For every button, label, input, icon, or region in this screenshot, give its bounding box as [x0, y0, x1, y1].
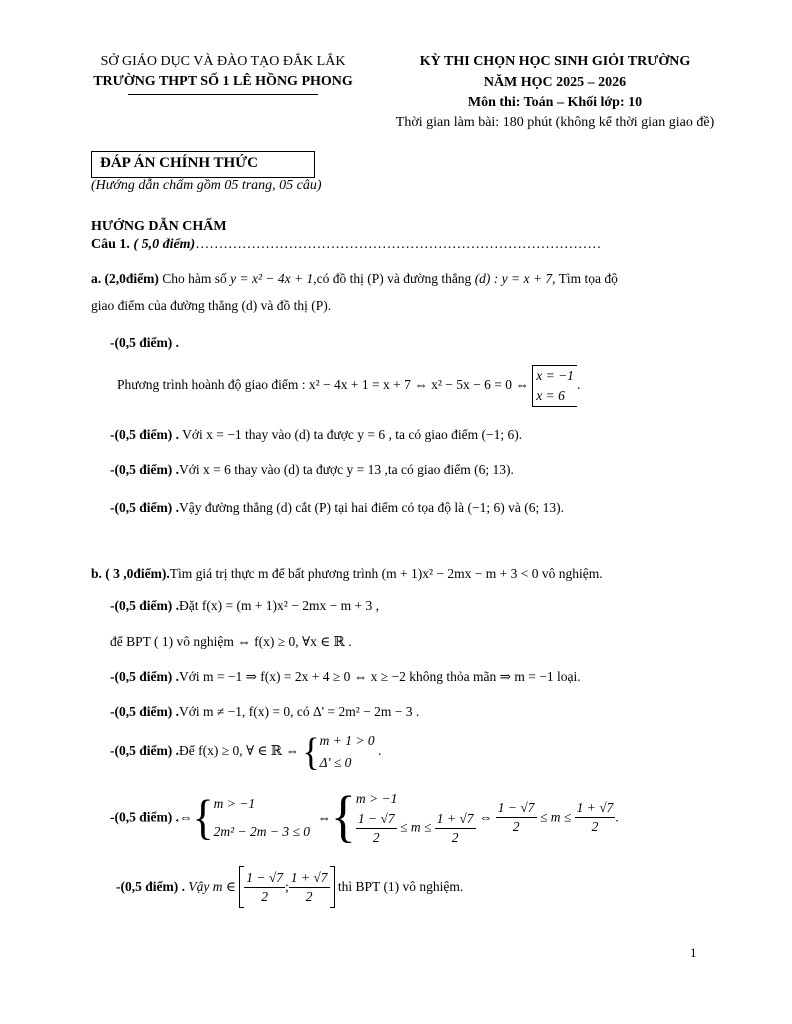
step-b-0-score: -(0,5 điểm) . [110, 598, 179, 613]
step-a-1-text: Phương trình hoành độ giao điểm : x² − 4x + 1 = x + 7 ⇔ x² − 5x − 6 = 0 ⇔ [117, 377, 529, 393]
step-a-1: Phương trình hoành độ giao điểm : x² − 4x + 1 = x + 7 ⇔ x² − 5x − 6 = 0 ⇔ x = −1 x = 6 . [117, 365, 580, 407]
frac-plus [435, 810, 476, 847]
header-school-year: NĂM HỌC 2025 – 2026 [483, 75, 627, 90]
frac-plus-2 [575, 799, 616, 836]
frac-plus-den: 2 [451, 830, 459, 845]
step-b-5: -(0,5 điểm) .⇔{ m > −1 2m² − 2m − 3 ≤ 0 ⇔{ m > −1 $\frac{1 - √7}{2}$ ≤ m ≤ $\frac{1 + √7}{2}$ ⇔ $\frac{1 - √7}{2}$ ≤ m ≤ $\frac{1 + √7}{2}$ . [110, 785, 619, 849]
system-a-line2: 2m² − 2m − 3 ≤ 0 [213, 823, 311, 839]
header-exam-title: KỲ THI CHỌN HỌC SINH GIỎI TRƯỜNG [419, 54, 691, 69]
system-brace-a: { [192, 790, 214, 844]
step-a-3-score: -(0,5 điểm) . [110, 462, 179, 477]
frac-minus-den: 2 [372, 830, 380, 845]
step-a-1-roots [532, 365, 577, 407]
step-b-3-text: Với m ≠ −1, f(x) = 0, có Δ' = 2m² − 2m − 3 . [178, 704, 420, 719]
frac-minus [356, 810, 397, 847]
step-b-4: -(0,5 điểm) .Để f(x) ≥ 0, ∀ ∈ ℝ ⇔ { m + 1 > 0 Δ' ≤ 0 . [110, 730, 382, 774]
question-label: Câu 1. [91, 237, 130, 252]
step-b-2 [110, 669, 581, 685]
part-a-line1 [91, 271, 618, 287]
part-a-function: y = x² − 4x + 1 [230, 271, 314, 286]
part-a-text3: , Tìm tọa độ [552, 271, 618, 286]
official-answer-label: ĐÁP ÁN CHÍNH THỨC [100, 155, 258, 171]
system-1 [320, 730, 375, 774]
system-b: m > −1 $\frac{1 - √7}{2}$ ≤ m ≤ $\frac{1 + √7}{2}$ [356, 788, 476, 847]
interval-high-den: 2 [305, 888, 313, 904]
part-b-line [91, 566, 603, 582]
part-a-text1: Cho hàm số [158, 271, 231, 286]
part-a-label: a. (2,0điểm) [91, 271, 159, 286]
step-b-6-tail: thì BPT (1) vô nghiệm. [334, 879, 464, 894]
frac-minus-2 [496, 799, 537, 836]
step-b-1-text: để BPT ( 1) vô nghiệm ⇔ f(x) ≥ 0, ∀x ∈ ℝ . [110, 634, 352, 649]
frac-minus-2-num: 1 − √7 [496, 799, 537, 818]
part-a-text2: ,có đồ thị (P) và đường thẳng [313, 271, 475, 286]
step-b-6-score: -(0,5 điểm) . [116, 879, 185, 894]
interval-low [244, 869, 285, 906]
step-b-0 [110, 598, 379, 614]
frac-minus-2-den: 2 [512, 819, 520, 834]
step-a-0-score: -(0,5 điểm) . [110, 335, 179, 350]
step-a-3-text: Với x = 6 thay vào (d) ta được y = 13 ,ta có giao điểm (6; 13). [178, 462, 514, 477]
system-b-line1: m > −1 [355, 791, 398, 806]
system-1-line1: m + 1 > 0 [319, 733, 375, 748]
frac-plus-2-den: 2 [591, 819, 599, 834]
question-1-heading [91, 237, 601, 253]
root-1: x = −1 [536, 368, 574, 383]
interval-high-num: 1 + √7 [289, 869, 330, 888]
part-a-line-eq: (d) : y = x + 7 [474, 271, 553, 286]
step-b-6-text: Vậy m ∈ [184, 879, 236, 894]
step-a-4-text: Vậy đường thẳng (d) cắt (P) tại hai điểm có tọa độ là (−1; 6) và (6; 13). [178, 500, 564, 515]
header-school: TRƯỜNG THPT SỐ 1 LÊ HỒNG PHONG [93, 74, 353, 89]
system-brace: { [302, 730, 320, 774]
step-a-2 [110, 427, 522, 443]
system-1-line2: Δ' ≤ 0 [319, 755, 352, 770]
interval-low-den: 2 [261, 888, 268, 904]
step-a-3 [110, 462, 514, 478]
step-a-4-score: -(0,5 điểm) . [110, 500, 179, 515]
step-a-4 [110, 500, 564, 516]
root-2: x = 6 [536, 388, 565, 403]
step-b-2-text: Với m = −1 ⇒ f(x) = 2x + 4 ≥ 0 ⇔ x ≥ −2 không thỏa mãn ⇒ m = −1 loại. [178, 669, 581, 684]
header-subject: Môn thi: Toán – Khối lớp: 10 [467, 95, 643, 110]
step-b-0-text: Đặt f(x) = (m + 1)x² − 2mx − m + 3 , [178, 598, 379, 613]
frac-plus-2-num: 1 + √7 [575, 799, 616, 818]
system-a [214, 793, 310, 843]
question-points: ( 5,0 điểm) [129, 237, 196, 252]
part-b-label: b. ( 3 ,0điểm). [91, 566, 170, 581]
step-b-6: -(0,5 điểm) . Vậy m ∈ $\frac{1 - √7}{2}$ ; $\frac{1 + √7}{2}$ thì BPT (1) vô nghiệm. [116, 866, 463, 908]
interval-high [289, 869, 330, 906]
header-duration: Thời gian làm bài: 180 phút (không kể thời gian giao đề) [395, 115, 715, 130]
system-brace-b: { [330, 785, 356, 849]
interval-low-num: 1 − √7 [244, 869, 285, 888]
part-a-line2: giao điểm của đường thẳng (d) và đồ thị (P). [91, 298, 332, 313]
step-b-1 [110, 634, 352, 650]
step-b-5-score: -(0,5 điểm) . [110, 809, 179, 825]
grading-note: (Hướng dẫn chấm gồm 05 trang, 05 câu) [91, 178, 322, 193]
question-dots: …………………………………………………………………………… [195, 237, 602, 252]
header-divider [128, 94, 318, 95]
part-b-text: Tìm giá trị thực m để bất phương trình (m + 1)x² − 2mx − m + 3 < 0 vô nghiệm. [169, 566, 603, 581]
step-a-2-text: Với x = −1 thay vào (d) ta được y = 6 , ta có giao điểm (−1; 6). [178, 427, 523, 442]
step-b-4-score: -(0,5 điểm) . [110, 743, 179, 759]
step-b-3 [110, 704, 419, 720]
frac-plus-num: 1 + √7 [435, 810, 476, 829]
step-b-2-score: -(0,5 điểm) . [110, 669, 179, 684]
page-number: 1 [690, 945, 697, 960]
header-ministry: SỞ GIÁO DỤC VÀ ĐÀO TẠO ĐẮK LẮK [100, 54, 346, 69]
step-a-0 [110, 335, 179, 351]
system-a-line1: m > −1 [213, 795, 256, 811]
step-a-2-score: -(0,5 điểm) . [110, 427, 179, 442]
section-title: HƯỚNG DẪN CHẤM [91, 219, 227, 234]
frac-minus-num: 1 − √7 [356, 810, 397, 829]
step-b-3-score: -(0,5 điểm) . [110, 704, 179, 719]
step-b-4-text: Để f(x) ≥ 0, ∀ ∈ ℝ ⇔ [178, 743, 299, 759]
